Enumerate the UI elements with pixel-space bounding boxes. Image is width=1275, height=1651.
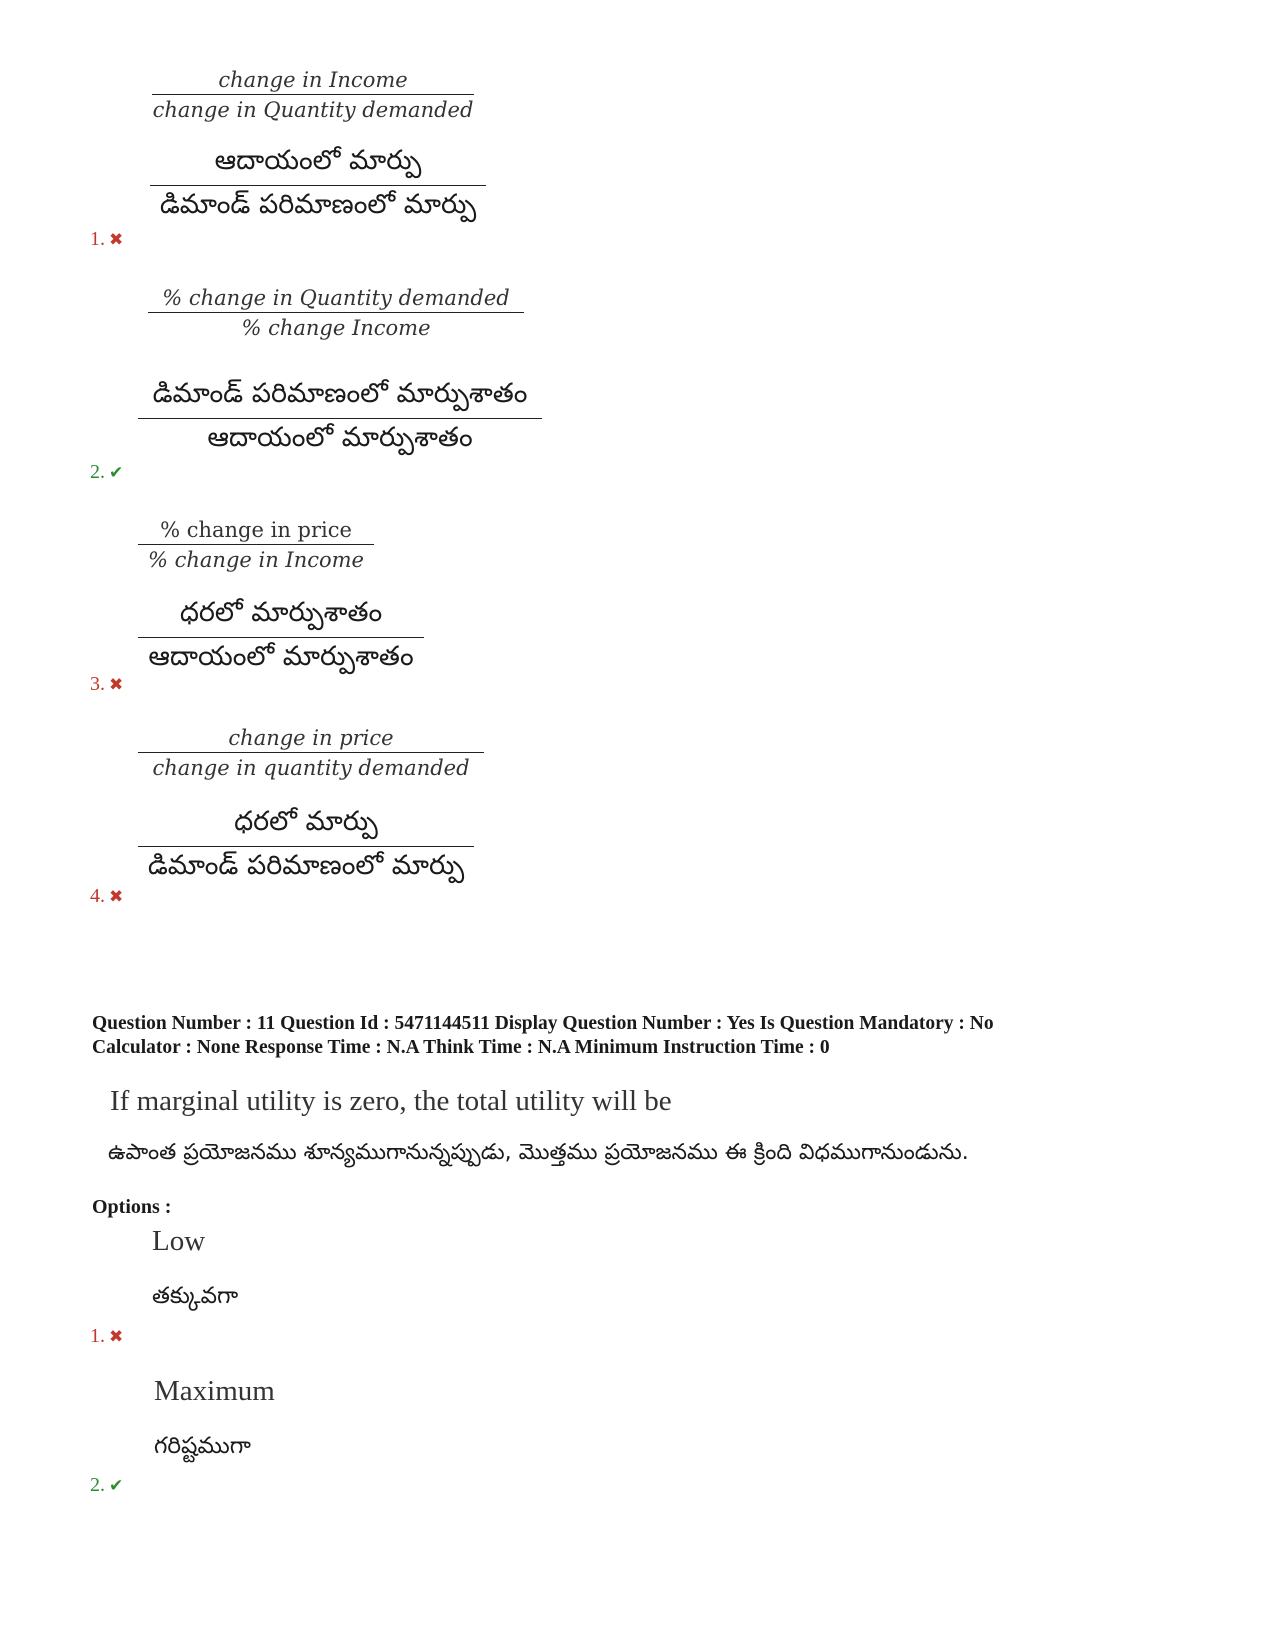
formula-telugu — [150, 145, 486, 227]
numerator: డిమాండ్ పరిమాణంలో మార్పుశాతం — [152, 378, 528, 409]
formula-telugu — [138, 597, 424, 679]
option-text-english: Low — [152, 1225, 206, 1257]
wrong-icon: ✖ — [109, 675, 124, 694]
numerator: change in Income — [218, 68, 408, 92]
option-number: 1. — [90, 1325, 105, 1347]
numerator: change in price — [228, 726, 394, 750]
formula-english — [138, 518, 374, 572]
question-meta-line-2: Calculator : None Response Time : N.A Think Time : N.A Minimum Instruction Time : 0 — [92, 1037, 830, 1058]
option-number: 3. — [90, 673, 105, 695]
option-number: 2. — [90, 1474, 105, 1496]
option-text-telugu: గరిష్టముగా — [154, 1433, 251, 1459]
formula-telugu — [138, 806, 474, 888]
denominator: డిమాండ్ పరిమాణంలో మార్పు — [147, 850, 465, 881]
denominator: % change in Income — [148, 548, 364, 572]
numerator: ధరలో మార్పు — [234, 806, 378, 837]
question-meta — [92, 1012, 1212, 1060]
fraction-bar — [152, 94, 474, 95]
fraction-bar — [138, 637, 424, 638]
option-marker — [90, 885, 123, 908]
option-marker — [90, 461, 123, 484]
numerator: % change in price — [160, 518, 352, 542]
fraction-bar — [148, 312, 524, 313]
option-number: 2. — [90, 461, 105, 483]
question-text-english: If marginal utility is zero, the total utility will be — [110, 1085, 672, 1117]
option-text-telugu: తక్కువగా — [152, 1283, 239, 1309]
wrong-icon: ✖ — [109, 887, 124, 906]
option-marker — [90, 673, 123, 696]
question-meta-line-1: Question Number : 11 Question Id : 5471144511 Display Question Number : Yes Is Question Mandatory : No — [92, 1013, 994, 1034]
numerator: ధరలో మార్పుశాతం — [179, 597, 383, 628]
formula-english — [152, 68, 474, 122]
check-icon: ✔ — [109, 463, 124, 482]
option-marker — [90, 1325, 123, 1348]
denominator: ఆదాయంలో మార్పుశాతం — [207, 422, 473, 453]
wrong-icon: ✖ — [109, 230, 124, 249]
fraction-bar — [138, 418, 542, 419]
denominator: ఆదాయంలో మార్పుశాతం — [148, 641, 414, 672]
option-number: 1. — [90, 228, 105, 250]
denominator: % change Income — [241, 316, 431, 340]
question-text-telugu: ఉపాంత ప్రయోజనము శూన్యముగానున్నప్పుడు, మొత్తము ప్రయోజనము ఈ క్రింది విధముగానుండును. — [108, 1140, 969, 1165]
numerator: ఆదాయంలో మార్పు — [214, 145, 422, 176]
formula-english — [148, 286, 524, 340]
denominator: change in quantity demanded — [152, 756, 470, 780]
fraction-bar — [150, 185, 486, 186]
option-number: 4. — [90, 885, 105, 907]
fraction-bar — [138, 544, 374, 545]
options-label: Options : — [92, 1196, 172, 1218]
denominator: change in Quantity demanded — [152, 98, 474, 122]
denominator: డిమాండ్ పరిమాణంలో మార్పు — [159, 189, 477, 220]
option-marker — [90, 1474, 123, 1497]
fraction-bar — [138, 752, 484, 753]
wrong-icon: ✖ — [109, 1327, 124, 1346]
check-icon: ✔ — [109, 1476, 124, 1495]
fraction-bar — [138, 846, 474, 847]
numerator: % change in Quantity demanded — [162, 286, 510, 310]
formula-telugu — [138, 378, 542, 460]
formula-english — [138, 726, 484, 780]
option-text-english: Maximum — [154, 1375, 275, 1407]
option-marker — [90, 228, 123, 251]
